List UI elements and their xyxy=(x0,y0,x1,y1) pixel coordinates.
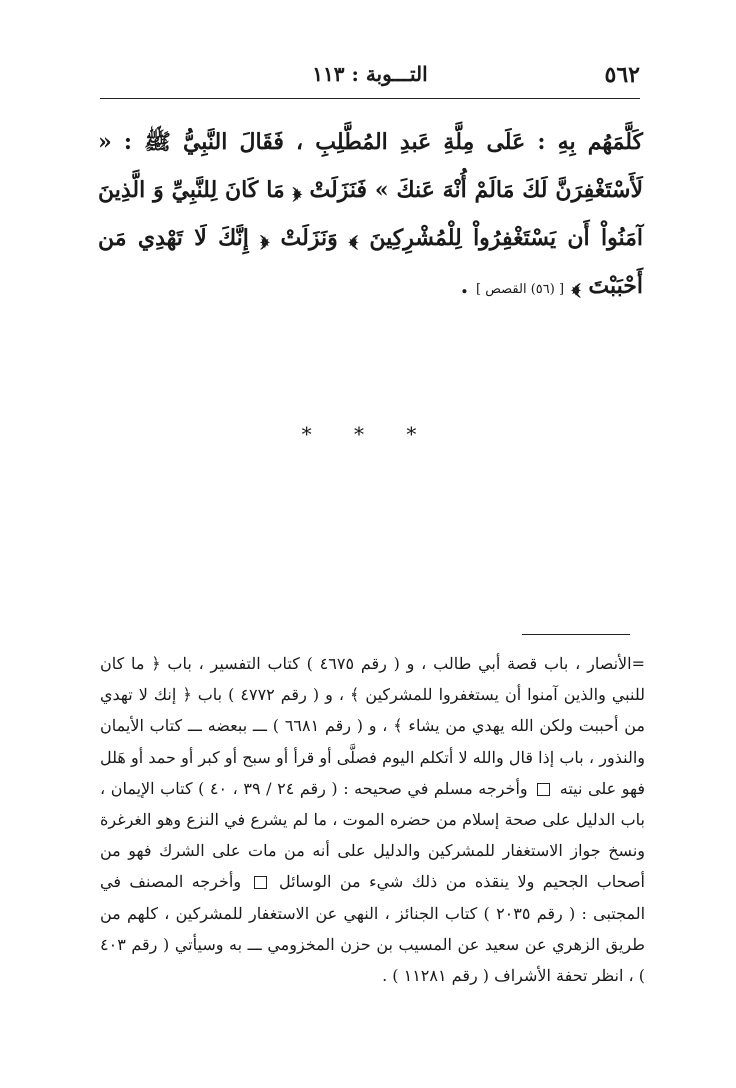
quran-citation: [ (٥٦) القصص ] xyxy=(476,282,565,297)
box-symbol-icon xyxy=(537,783,550,796)
main-text xyxy=(98,118,643,314)
main-text-body: كَلَّمَهُم بِهِ : عَلَى مِلَّةِ عَبدِ المُطَّلِبِ ، فَقَالَ النَّبِيُّ ﷺ : « لَأَسْتَغْفِرَنَّ لَكَ مَالَمْ أُنْهَ عَنكَ » فَنَزَلَتْ ﴿ مَا كَانَ لِلنَّبِيِّ وَ الَّذِينَ آمَنُواْ أَن يَسْتَغْفِرُواْ لِلْمُشْرِكِينَ ﴾ وَنَزَلَتْ ﴿ إِنَّكَ لَا تَهْدِي مَن أَحْبَبْتَ ﴾ xyxy=(98,129,643,299)
section-separator: * * * xyxy=(301,422,435,446)
footnote xyxy=(100,648,645,991)
page-header xyxy=(100,60,640,96)
main-text-end: . xyxy=(460,273,469,299)
header-rule xyxy=(100,98,640,99)
page-number: ٥٦٢ xyxy=(604,62,640,88)
footnote-segment-2: وأخرجه مسلم في صحيحه : ( رقم ٢٤ / ٣٩ ، ٤٠ ) كتاب الإيمان ، باب الدليل على صحة إسلام من حضره الموت ، ما لم يشرع في النزع وهو الغرغرة ونسخ جواز الاستغفار للمشركين والدليل على أنه من مات على الشرك فهو من أصحاب الجحيم ولا ينقذه من ذلك شيء من الوسائل xyxy=(100,778,646,892)
footnote-segment-3: وأخرجه المصنف في المجتبى : ( رقم ٢٠٣٥ ) كتاب الجنائز ، النهي عن الاستغفار للمشركين ، كلهم من طريق الزهري عن سعيد عن المسيب بن حزن المخزومي ـــ به وسيأتي ( رقم ٤٠٣ ) ، انظر تحفة الأشراف ( رقم ١١٢٨١ ) . xyxy=(100,872,646,986)
running-title: التـــوبة : ١١٣ xyxy=(312,62,428,86)
footnote-segment-1: =الأنصار ، باب قصة أبي طالب ، و ( رقم ٤٦٧٥ ) كتاب التفسير ، باب ﴿ ما كان للنبي والذين آمنوا أن يستغفروا للمشركين ﴾ ، و ( رقم ٤٧٧٢ ) باب ﴿ إنك لا تهدي من أحببت ولكن الله يهدي من يشاء ﴾ ، و ( رقم ٦٦٨١ ) ـــ ببعضه ـــ كتاب الأيمان والنذور ، باب إذا قال والله لا أتكلم اليوم فصلَّى أو قرأ أو سبح أو كبر أو حمد أو هَلل فهو على نيته xyxy=(100,654,646,798)
box-symbol-icon xyxy=(254,876,267,889)
footnote-rule xyxy=(522,634,630,635)
